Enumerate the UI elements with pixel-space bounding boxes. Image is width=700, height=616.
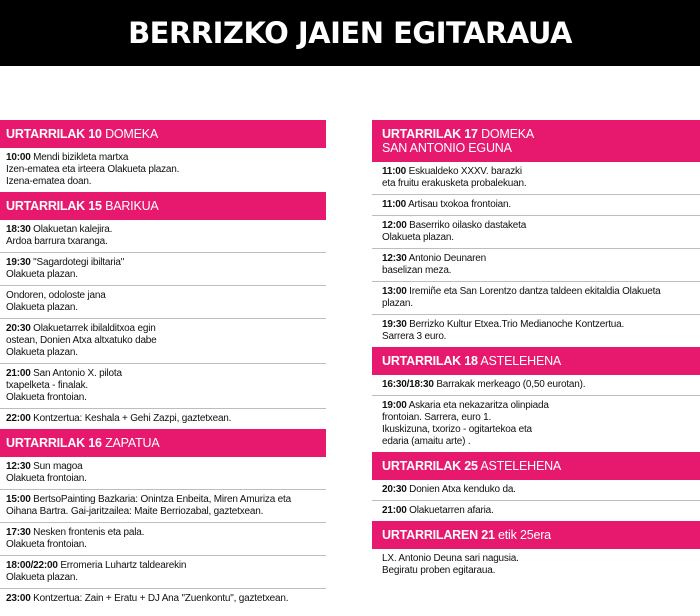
event-line <box>382 436 694 448</box>
event-line <box>382 484 694 496</box>
event-item <box>372 216 700 249</box>
day-name: BARIKUA <box>105 199 159 213</box>
event-line <box>6 224 320 236</box>
event-line <box>6 392 320 404</box>
day-header <box>0 429 326 457</box>
event-time: 19:30 <box>382 319 407 330</box>
event-text: baselizan meza. <box>382 265 452 276</box>
event-text: Olakueta plazan. <box>6 572 78 583</box>
event-item <box>372 315 700 347</box>
event-item <box>0 457 326 490</box>
event-time: 19:30 <box>6 257 31 268</box>
event-line <box>382 565 694 577</box>
day-date: URTARRILAK 17 <box>382 127 478 141</box>
day-header <box>372 120 700 162</box>
event-line <box>6 335 320 347</box>
event-time: 21:00 <box>6 368 31 379</box>
event-line <box>6 413 320 425</box>
day-header <box>372 452 700 480</box>
event-time: 12:30 <box>382 253 407 264</box>
event-line <box>382 286 694 298</box>
event-item <box>0 589 326 609</box>
event-time: 16:30/18:30 <box>382 379 434 390</box>
event-time: 20:30 <box>6 323 31 334</box>
event-line <box>382 298 694 310</box>
event-item <box>372 396 700 452</box>
event-line <box>382 400 694 412</box>
event-text: San Antonio X. pilota <box>33 368 122 379</box>
event-text: Berrizko Kultur Etxea.Trio Medianoche Kontzertua. <box>409 319 625 330</box>
event-text: Barrakak merkeago (0,50 eurotan). <box>436 379 586 390</box>
event-text: Olakueta frontoian. <box>6 539 87 550</box>
event-text: Baserriko oilasko dastaketa <box>409 220 527 231</box>
event-text: Askaria eta nekazaritza olinpiada <box>408 400 549 411</box>
event-item <box>0 490 326 523</box>
event-text: "Sagardotegi ibiltaria" <box>33 257 125 268</box>
event-text: Izena-ematea doan. <box>6 176 92 187</box>
schedule-left-column <box>0 120 326 609</box>
event-item <box>372 282 700 315</box>
event-item <box>372 549 700 581</box>
event-line <box>6 164 320 176</box>
event-line <box>382 505 694 517</box>
event-item <box>372 480 700 501</box>
event-text: Sarrera 3 euro. <box>382 331 447 342</box>
event-text: BertsoPainting Bazkaria: Onintza Enbeita, Miren Amuriza eta <box>33 494 291 505</box>
event-text: LX. Antonio Deuna sari nagusia. <box>382 553 519 564</box>
day-name: ASTELEHENA <box>480 354 562 368</box>
event-item <box>0 364 326 409</box>
event-item <box>372 195 700 216</box>
event-text: Ardoa barrura txaranga. <box>6 236 108 247</box>
page-header <box>0 0 700 66</box>
day-date: URTARRILAK 15 <box>6 199 102 213</box>
event-text: Erromeria Luhartz taldearekin <box>60 560 187 571</box>
event-time: 22:00 <box>6 413 31 424</box>
event-text: Kontzertua: Zain + Eratu + DJ Ana "Zuenkontu", gaztetxean. <box>33 593 289 604</box>
day-date: URTARRILAK 25 <box>382 459 478 473</box>
event-line <box>382 331 694 343</box>
event-item <box>0 409 326 429</box>
event-text: Mendi bizikleta martxa <box>33 152 129 163</box>
event-text: Olakueta frontoian. <box>6 473 87 484</box>
day-subtitle: SAN ANTONIO EGUNA <box>382 141 512 155</box>
event-line <box>6 368 320 380</box>
event-text: Iremiñe eta San Lorentzo dantza taldeen ekitaldia Olakueta <box>409 286 661 297</box>
day-date: URTARRILAK 18 <box>382 354 478 368</box>
event-item <box>0 556 326 589</box>
event-text: frontoian. Sarrera, euro 1. <box>382 412 492 423</box>
event-line <box>382 319 694 331</box>
event-line <box>6 323 320 335</box>
event-time: 11:00 <box>382 199 407 210</box>
event-text: Ondoren, odoloste jana <box>6 290 106 301</box>
event-text: Olakuetarren afaria. <box>409 505 494 516</box>
event-text: Olakueta plazan. <box>6 302 78 313</box>
event-text: Olakuetan kalejira. <box>33 224 113 235</box>
event-text: Olakuetarrek ibilalditxoa egin <box>33 323 156 334</box>
event-line <box>382 412 694 424</box>
event-time: 21:00 <box>382 505 407 516</box>
event-item <box>0 286 326 319</box>
event-item <box>372 249 700 282</box>
event-time: 12:30 <box>6 461 31 472</box>
event-line <box>6 380 320 392</box>
event-line <box>6 473 320 485</box>
day-header <box>0 192 326 220</box>
event-item <box>372 375 700 396</box>
event-text: edaria (amaitu arte) . <box>382 436 471 447</box>
day-date: URTARRILAK 16 <box>6 436 102 450</box>
event-item <box>0 148 326 192</box>
event-line <box>382 424 694 436</box>
event-text: Olakueta plazan. <box>6 347 78 358</box>
day-date: URTARRILAREN 21 <box>382 528 495 542</box>
day-name: ZAPATUA <box>105 436 160 450</box>
day-header <box>372 347 700 375</box>
event-line <box>382 253 694 265</box>
event-line <box>6 539 320 551</box>
event-text: txapelketa - finalak. <box>6 380 88 391</box>
event-text: Olakueta plazan. <box>382 232 454 243</box>
event-item <box>0 253 326 286</box>
event-text: Sun magoa <box>33 461 83 472</box>
event-line <box>382 553 694 565</box>
event-time: 11:00 <box>382 166 407 177</box>
event-line <box>6 176 320 188</box>
event-text: Donien Atxa kenduko da. <box>409 484 516 495</box>
event-line <box>6 152 320 164</box>
event-line <box>6 302 320 314</box>
event-time: 13:00 <box>382 286 407 297</box>
event-time: 17:30 <box>6 527 31 538</box>
event-line <box>382 232 694 244</box>
event-line <box>6 236 320 248</box>
schedule-right-column <box>372 120 700 581</box>
event-text: Kontzertua: Keshala + Gehi Zazpi, gaztetxean. <box>33 413 232 424</box>
day-name: ASTELEHENA <box>480 459 562 473</box>
event-time: 18:30 <box>6 224 31 235</box>
event-time: 15:00 <box>6 494 31 505</box>
day-header <box>0 120 326 148</box>
event-line <box>382 220 694 232</box>
event-line <box>6 347 320 359</box>
event-item <box>372 501 700 521</box>
event-line <box>6 257 320 269</box>
event-line <box>6 572 320 584</box>
event-item <box>0 523 326 556</box>
day-date: URTARRILAK 10 <box>6 127 102 141</box>
event-line <box>382 178 694 190</box>
event-line <box>6 269 320 281</box>
event-item <box>0 220 326 253</box>
event-text: Eskualdeko XXXV. barazki <box>408 166 522 177</box>
event-text: plazan. <box>382 298 413 309</box>
event-text: ostean, Donien Atxa altxatuko dabe <box>6 335 157 346</box>
event-line <box>6 494 320 506</box>
event-time: 18:00/22:00 <box>6 560 58 571</box>
page-title: BERRIZKO JAIEN EGITARAUA <box>128 16 572 50</box>
event-item <box>372 162 700 195</box>
event-time: 23:00 <box>6 593 31 604</box>
day-name: etik 25era <box>498 528 551 542</box>
event-time: 10:00 <box>6 152 31 163</box>
day-name: DOMEKA <box>105 127 159 141</box>
event-line <box>6 560 320 572</box>
event-time: 19:00 <box>382 400 407 411</box>
event-text: Oihana Bartra. Gai-jaritzailea: Maite Berriozabal, gaztetxean. <box>6 506 264 517</box>
event-item <box>0 319 326 364</box>
event-text: eta fruitu erakusketa probalekuan. <box>382 178 527 189</box>
event-text: Olakueta frontoian. <box>6 392 87 403</box>
event-line <box>6 461 320 473</box>
event-text: Antonio Deunaren <box>408 253 487 264</box>
day-name: DOMEKA <box>481 127 535 141</box>
event-line <box>382 199 694 211</box>
day-header <box>372 521 700 549</box>
event-text: Begiratu proben egitaraua. <box>382 565 496 576</box>
event-text: Olakueta plazan. <box>6 269 78 280</box>
event-text: Izen-ematea eta irteera Olakueta plazan. <box>6 164 180 175</box>
event-line <box>382 166 694 178</box>
event-time: 12:00 <box>382 220 407 231</box>
event-line <box>6 593 320 605</box>
event-text: Ikuskizuna, txorizo - ogitartekoa eta <box>382 424 532 435</box>
event-text: Artisau txokoa frontoian. <box>408 199 511 210</box>
event-text: Nesken frontenis eta pala. <box>33 527 145 538</box>
event-line <box>382 265 694 277</box>
event-line <box>6 527 320 539</box>
event-line <box>6 290 320 302</box>
event-line <box>382 379 694 391</box>
event-line <box>6 506 320 518</box>
event-time: 20:30 <box>382 484 407 495</box>
